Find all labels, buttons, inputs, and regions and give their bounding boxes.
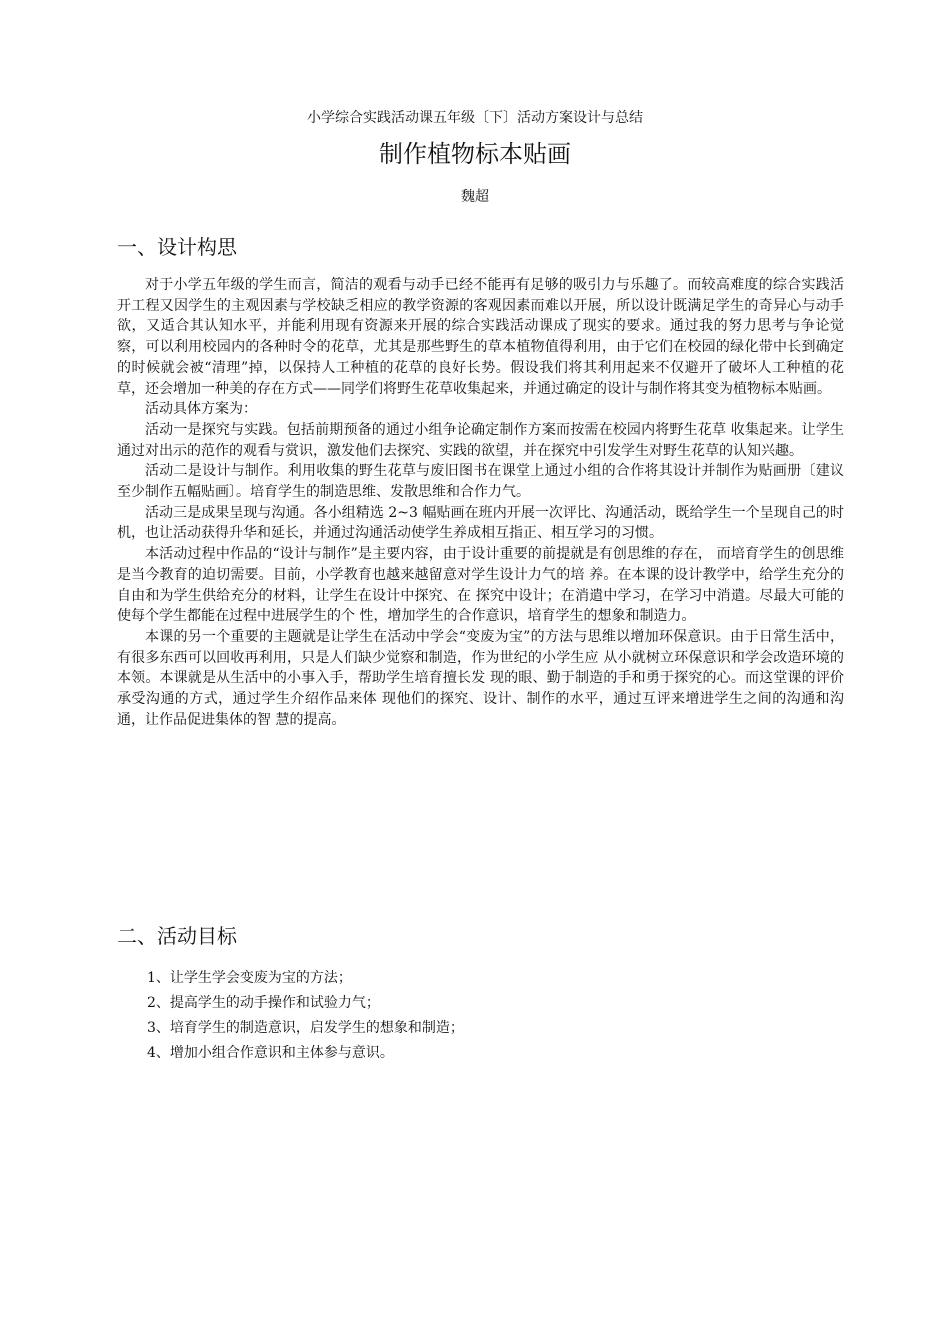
paragraph: 活动三是成果呈现与沟通。各小组精选 2~3 幅贴画在班内开展一次评比、沟通活动，既给学生一个呈现自己的时机，也让活动获得升华和延长，并通过沟通活动使学生养成相互指正、相互学习的习惯。: [117, 504, 844, 542]
list-item: 3、培育学生的制造意识，启发学生的想象和制造；: [147, 1020, 464, 1036]
section-heading-design: 一、设计构思: [117, 235, 237, 259]
list-item: 1、让学生学会变废为宝的方法；: [147, 970, 352, 986]
list-item: 4、增加小组合作意识和主体参与意识。: [147, 1045, 394, 1061]
paragraph: 活动二是设计与制作。利用收集的野生花草与废旧图书在课堂上通过小组的合作将其设计并制作为贴画册〔建议至少制作五幅贴画〕。培育学生的制造思维、发散思维和合作力气。: [117, 463, 844, 501]
section-heading-goals: 二、活动目标: [117, 924, 237, 948]
list-item: 2、提高学生的动手操作和试验力气；: [147, 995, 380, 1011]
paragraph: 活动具体方案为：: [145, 401, 257, 418]
paragraph: 本课的另一个重要的主题就是让学生在活动中学会“变废为宝”的方法与思维以增加环保意识。由于日常生活中，有很多东西可以回收再利用，只是人们缺少觉察和制造，作为世纪的小学生应 从小就树立环保意识和学会改造环境的本领。本课就是从生活中的小事入手，帮助学生培育擅长发 现的眼、勤于制造的手和勇于探究的心。而这堂课的评价承受沟通的方式，通过学生介绍作品来体 现他们的探究、设计、制作的水平，通过互评来增进学生之间的沟通和沟通，让作品促进集体的智 慧的提高。: [117, 628, 844, 728]
paragraph: 本活动过程中作品的“设计与制作”是主要内容，由于设计重要的前提就是有创思维的存在， 而培育学生的创思维是当今教育的迫切需要。目前，小学教育也越来越留意对学生设计力气的培 养。在本课的设计教学中，给学生充分的自由和为学生供给充分的材料，让学生在设计中探究、在 探究中设计；在消遣中学习，在学习中消遣。尽最大可能的使每个学生都能在过程中进展学生的个 性，增加学生的合作意识，培育学生的想象和制造力。: [117, 546, 844, 625]
paragraph: 活动一是探究与实践。包括前期预备的通过小组争论确定制作方案而按需在校园内将野生花草 收集起来。让学生通过对出示的范作的观看与赏识，激发他们去探究、实践的欲望，并在探究中引发学生对野生花草的认知兴趣。: [117, 421, 844, 459]
document-title: 制作植物标本贴画: [379, 140, 571, 168]
paragraph: 对于小学五年级的学生而言，简洁的观看与动手已经不能再有足够的吸引力与乐趣了。而较高难度的综合实践活开工程又因学生的主观因素与学校缺乏相应的教学资源的客观因素而难以开展，所以设计既满足学生的奇异心与动手欲，又适合其认知水平，并能利用现有资源来开展的综合实践活动课成了现实的要求。通过我的努力思考与争论觉察，可以利用校园内的各种时令的花草，尤其是那些野生的草本植物值得利用，由于它们在校园的绿化带中长到确定的时候就会被“清理”掉，以保持人工种植的花草的良好长势。假设我们将其利用起来不仅避开了破坏人工种植的花草，还会增加一种美的存在方式——同学们将野生花草收集起来，并通过确定的设计与制作将其变为植物标本贴画。: [117, 277, 844, 397]
document-supertitle: 小学综合实践活动课五年级〔下〕活动方案设计与总结: [307, 110, 643, 126]
document-author: 魏超: [461, 189, 489, 205]
goals-list: [147, 966, 847, 1066]
section-design-body: [117, 275, 844, 730]
